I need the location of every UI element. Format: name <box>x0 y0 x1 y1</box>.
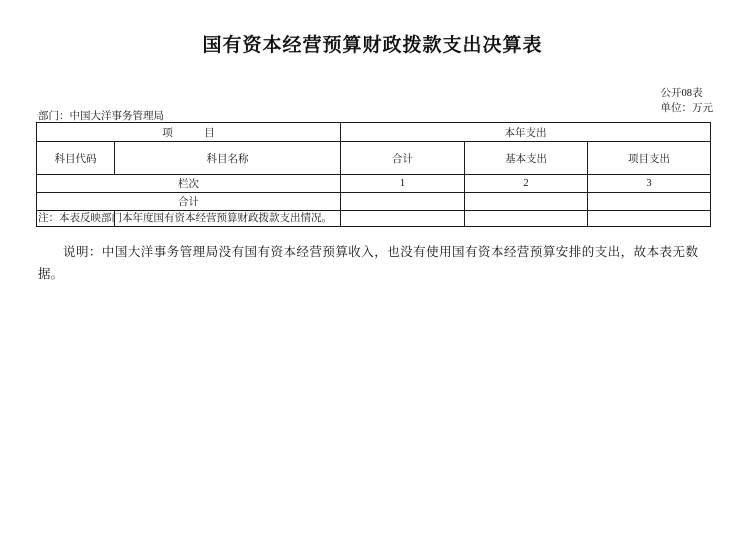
cell-sum-basic <box>465 193 588 211</box>
cell-sum-total <box>341 193 465 211</box>
table-row <box>37 175 711 193</box>
table-row <box>37 193 711 211</box>
cell-empty-total <box>341 211 465 227</box>
column-header-basic: 基本支出 <box>465 142 588 175</box>
cell-rank-project: 3 <box>588 175 711 193</box>
form-number: 公开08表 <box>660 88 703 99</box>
table-column-header-row <box>37 142 711 175</box>
department-line: 部门：中国大洋事务管理局 <box>38 111 164 122</box>
row-label-rank: 栏次 <box>37 175 341 193</box>
column-header-code: 科目代码 <box>37 142 115 175</box>
document-page <box>0 30 745 546</box>
cell-empty-project <box>588 211 711 227</box>
unit-note: 单位：万元 <box>660 103 713 115</box>
column-header-total: 合计 <box>341 142 465 175</box>
header-group-left: 项 目 <box>37 123 341 142</box>
column-header-project: 项目支出 <box>588 142 711 175</box>
page-title: 国有资本经营预算财政拨款支出决算表 <box>202 34 543 56</box>
form-meta <box>661 86 714 116</box>
cell-rank-total: 1 <box>341 175 465 193</box>
cell-empty-basic <box>465 211 588 227</box>
row-label-sum: 合计 <box>37 193 341 211</box>
cell-rank-basic: 2 <box>465 175 588 193</box>
table-note: 注：本表反映部门本年度国有资本经营预算财政拨款支出情况。 <box>38 213 332 224</box>
explanation-text: 说明：中国大洋事务管理局没有国有资本经营预算收入，也没有使用国有资本经营预算安排的支出，故本表无数据。 <box>38 245 698 281</box>
header-group-right: 本年支出 <box>341 123 711 142</box>
column-header-name: 科目名称 <box>115 142 341 175</box>
cell-sum-project <box>588 193 711 211</box>
table-header-group-row <box>37 123 711 142</box>
